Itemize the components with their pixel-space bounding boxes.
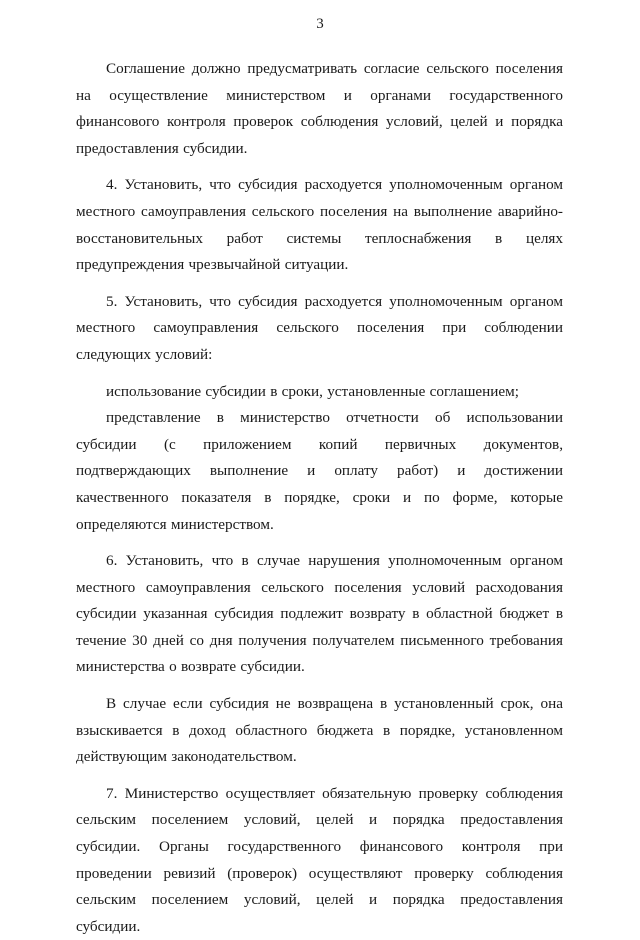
paragraph-condition-deadlines: использование субсидии в сроки, установленные соглашением;	[106, 382, 519, 400]
paragraph-item-5: 5. Установить, что субсидия расходуется уполномоченным органом местного самоуправления сельского поселения при соблюдении следующих условий:	[76, 292, 563, 363]
paragraph-item-4: 4. Установить, что субсидия расходуется уполномоченным органом местного самоуправления сельского поселения на выполнение аварийно-восстановительных работ системы теплоснабжения в целях предупреждения чрезвычайной ситуации.	[76, 176, 563, 274]
paragraph-condition-reporting: представление в министерство отчетности об использовании субсидии (с приложением копий первичных документов, подтверждающих выполнение и оплату работ) и достижении качественного показателя в порядке, сроки и по форме, которые определяются министерством.	[76, 409, 563, 533]
paragraph-agreement-consent: Соглашение должно предусматривать согласие сельского поселения на осуществление министерством и органами государственного финансового контроля проверок соблюдения условий, целей и порядка предоставления субсидии.	[76, 60, 563, 157]
page-number: 3	[316, 16, 324, 32]
paragraph-recovery: В случае если субсидия не возвращена в установленный срок, она взыскивается в доход областного бюджета в порядке, установленном действующим законодательством.	[76, 695, 563, 766]
paragraph-item-7: 7. Министерство осуществляет обязательную проверку соблюдения сельским поселением условий, целей и порядка предоставления субсидии. Органы государственного финансового контроля при проведении ревизий (проверок) осуществляют проверку соблюдения сельским поселением условий, целей и порядка предоставления субсидии.	[76, 784, 563, 935]
paragraph-item-6: 6. Установить, что в случае нарушения уполномоченным органом местного самоуправления сельского поселения условий расходования субсидии указанная субсидия подлежит возврату в областной бюджет в течение 30 дней со дня получения получателем письменного требования министерства о возврате субсидии.	[76, 552, 563, 676]
document-body	[76, 56, 563, 940]
